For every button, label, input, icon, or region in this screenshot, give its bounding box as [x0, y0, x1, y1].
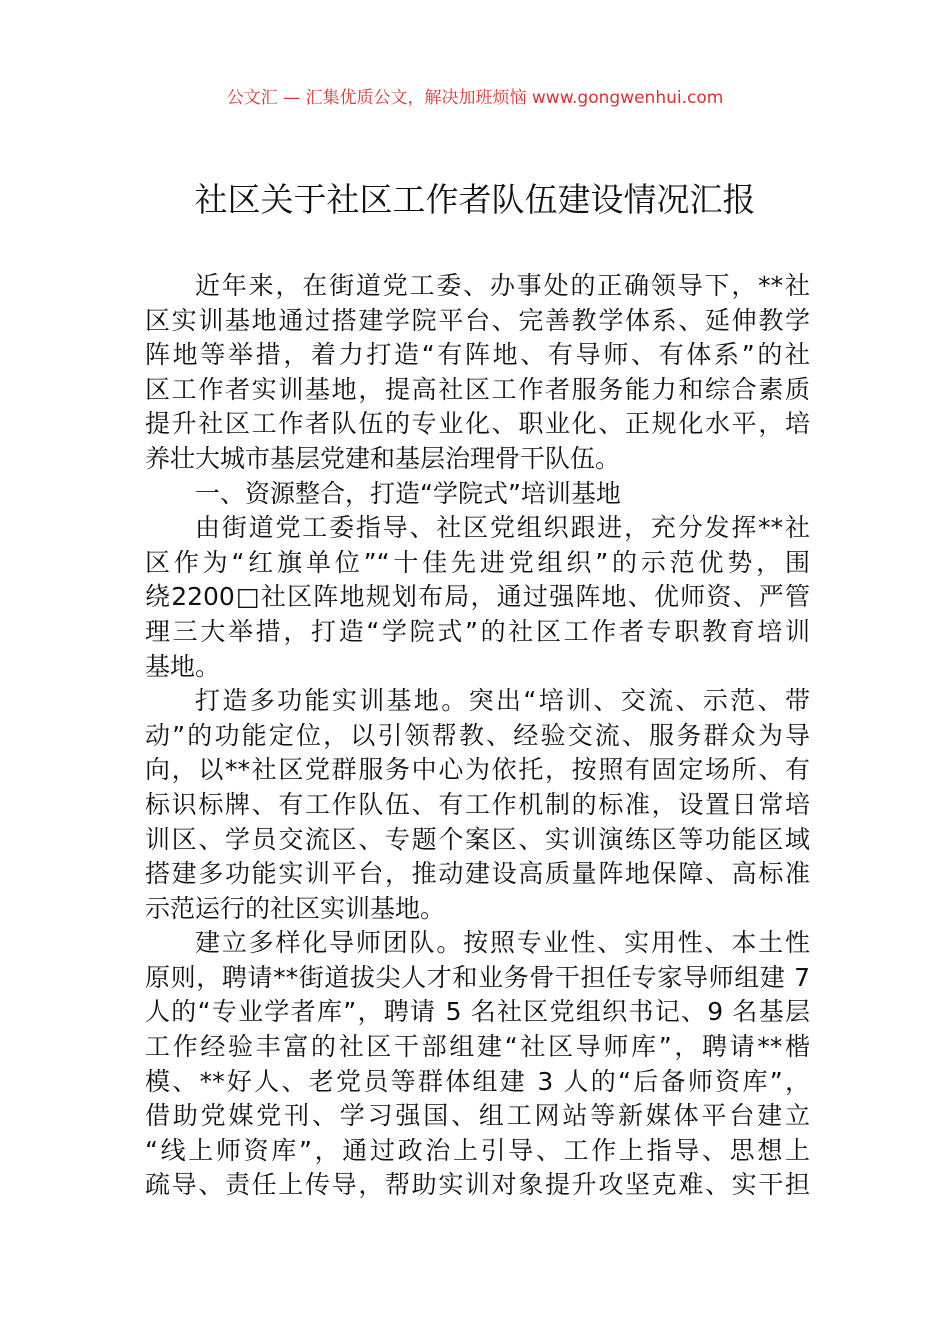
document-body — [145, 269, 810, 1203]
body-line: 提升社区工作者队伍的专业化、职业化、正规化水平，培 — [145, 409, 810, 439]
body-line: “线上师资库”，通过政治上引导、工作上指导、思想上 — [145, 1135, 810, 1165]
body-line: 打造多功能实训基地。突出“培训、交流、示范、带 — [195, 686, 810, 716]
body-line: 养壮大城市基层党建和基层治理骨干队伍。 — [145, 443, 621, 473]
body-line: 阵地等举措，着力打造“有阵地、有导师、有体系”的社 — [145, 340, 810, 370]
document-title: 社区关于社区工作者队伍建设情况汇报 — [194, 180, 756, 219]
body-line: 疏导、责任上传导，帮助实训对象提升攻坚克难、实干担 — [145, 1170, 810, 1200]
body-line: 区实训基地通过搭建学院平台、完善教学体系、延伸教学 — [145, 305, 810, 335]
body-line: 一、资源整合，打造“学院式”培训基地 — [195, 478, 621, 508]
body-line: 模、**好人、老党员等群体组建 3 人的“后备师资库”， — [145, 1066, 810, 1096]
body-line: 基地。 — [145, 651, 221, 681]
body-line: 借助党媒党刊、学习强国、组工网站等新媒体平台建立 — [145, 1101, 810, 1131]
body-line: 人的“专业学者库”，聘请 5 名社区党组织书记、9 名基层 — [145, 997, 810, 1027]
body-line: 示范运行的社区实训基地。 — [145, 893, 446, 923]
body-line: 原则，聘请**街道拔尖人才和业务骨干担任专家导师组建 7 — [145, 962, 810, 992]
body-line: 理三大举措，打造“学院式”的社区工作者专职教育培训 — [145, 616, 810, 646]
body-line: 区作为“红旗单位”“十佳先进党组织”的示范优势，围 — [145, 547, 810, 577]
body-line: 近年来，在街道党工委、办事处的正确领导下，**社 — [195, 271, 810, 300]
body-line: 搭建多功能实训平台，推动建设高质量阵地保障、高标准 — [145, 859, 810, 889]
body-line: 动”的功能定位，以引领帮教、经验交流、服务群众为导 — [145, 720, 810, 750]
body-line: 向，以**社区党群服务中心为依托，按照有固定场所、有 — [145, 755, 810, 785]
body-line: 标识标牌、有工作队伍、有工作机制的标准，设置日常培 — [145, 789, 810, 819]
body-line: 由街道党工委指导、社区党组织跟进，充分发挥**社 — [195, 513, 810, 543]
body-line: 绕2200□社区阵地规划布局，通过强阵地、优师资、严管 — [145, 582, 810, 612]
body-line: 区工作者实训基地，提高社区工作者服务能力和综合素质 — [145, 374, 810, 404]
body-line: 建立多样化导师团队。按照专业性、实用性、本土性 — [195, 928, 810, 958]
watermark-header: 公文汇 — 汇集优质公文，解决加班烦恼 www.gongwenhui.com — [226, 88, 724, 108]
body-line: 训区、学员交流区、专题个案区、实训演练区等功能区域 — [145, 824, 810, 854]
body-line: 工作经验丰富的社区干部组建“社区导师库”，聘请**楷 — [145, 1032, 810, 1062]
